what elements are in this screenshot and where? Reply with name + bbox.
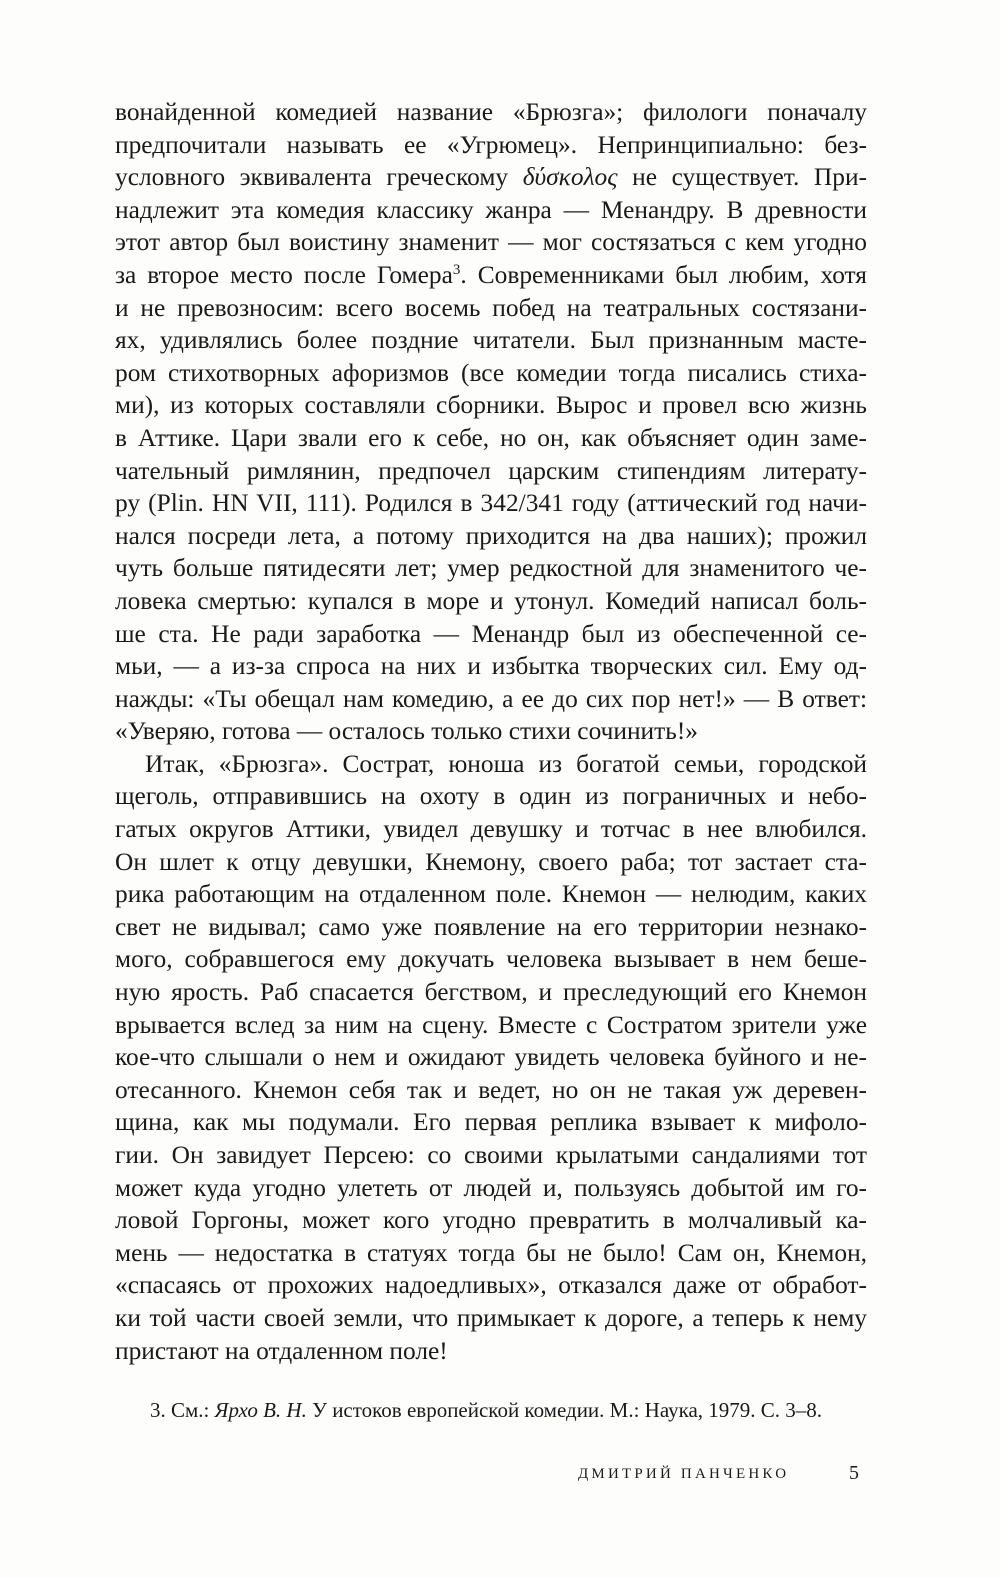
text-line: чуть больше пятидесяти лет; умер редкостной для знаменитого че- — [115, 554, 867, 583]
text-line: пристают на отдаленном поле! — [115, 1336, 448, 1365]
text-line: рика работающим на отдаленном поле. Кнемон — нелюдим, каких — [115, 880, 867, 909]
text-line: кое-что слышали о нем и ожидают увидеть человека буйного и не- — [115, 1043, 867, 1072]
text-line: «спасаясь от прохожих надоедливых», отказался даже от обработ- — [115, 1271, 867, 1300]
text-line: Итак, «Брюзга». Сострат, юноша из богатой семьи, городской — [145, 749, 867, 778]
text-line: ях, удивлялись более поздние читатели. Был признанным масте- — [115, 326, 867, 355]
text-line: врывается вслед за ним на сцену. Вместе с Состратом зрители уже — [115, 1010, 867, 1039]
text-line: ше ста. Не ради заработка — Менандр был из обеспеченной се- — [115, 619, 867, 648]
text-line: Он шлет к отцу девушки, Кнемону, своего раба; тот застает ста- — [115, 847, 867, 876]
text-fragment: условного эквивалента греческому — [115, 163, 523, 192]
greek-word: δύσκολος — [522, 163, 618, 192]
text-line: вонайденной комедией название «Брюзга»; филологи поначалу — [115, 98, 867, 126]
text-line: мьи, — а из-за спроса на них и избытка творческих сил. Ему од- — [115, 652, 867, 681]
text-line: свет не видывал; само уже появление на его территории незнако- — [115, 912, 867, 941]
footnote-marker: 3 — [452, 261, 461, 278]
text-line: щеголь, отправившись на охоту в один из пограничных и небо- — [115, 782, 867, 811]
text-line: может куда угодно улететь от людей и, пользуясь добытой им го- — [115, 1173, 867, 1202]
text-line: и не превозносим: всего восемь побед на театральных состязани- — [115, 293, 867, 322]
text-line — [115, 259, 867, 292]
text-line: ми), из которых составляли сборники. Вырос и провел всю жизнь — [115, 391, 867, 420]
text-line: ловека смертью: купался в море и утонул. Комедий написал боль- — [115, 586, 867, 615]
text-line: гатых округов Аттики, увидел девушку и тотчас в нее влюбился. — [115, 815, 867, 844]
text-line: мого, собравшегося ему докучать человека вызывает в нем беше- — [115, 945, 867, 974]
footnote — [150, 1396, 870, 1424]
text-line: чательный римлянин, предпочел царским стипендиям литерату- — [115, 456, 867, 485]
text-line: надлежит эта комедия классику жанра — Менандру. В древности — [115, 195, 867, 224]
text-line: «Уверяю, готова — осталось только стихи сочинить!» — [115, 717, 698, 746]
text-line: ловой Горгоны, может кого угодно превратить в молчаливый ка- — [115, 1206, 867, 1235]
text-line: ром стихотворных афоризмов (все комедии тогда писались стиха- — [115, 358, 867, 387]
text-line: нался посреди лета, а потому приходится на два наших); прожил — [115, 521, 867, 550]
text-line: ру (Plin. HN VII, 111). Родился в 342/341 году (аттический год начи- — [115, 489, 867, 518]
text-fragment: не существует. При- — [617, 163, 867, 192]
text-line: отесанного. Кнемон себя так и ведет, но он не такая уж деревен- — [115, 1075, 867, 1104]
page-number: 5 — [849, 1462, 859, 1484]
text-line: этот автор был воистину знаменит — мог состязаться с кем угодно — [115, 228, 867, 257]
text-line: предпочитали называть ее «Угрюмец». Непринципиально: без- — [115, 130, 867, 159]
text-line: в Аттике. Цари звали его к себе, но он, как объясняет один заме- — [115, 423, 867, 452]
footnote-number: 3. См.: — [150, 1398, 215, 1422]
running-footer-author: ДМИТРИЙ ПАНЧЕНКО — [578, 1466, 790, 1482]
text-line: нажды: «Ты обещал нам комедию, а ее до сих пор нет!» — В ответ: — [115, 684, 867, 713]
main-text — [115, 96, 867, 1367]
text-line: гии. Он завидует Персею: со своими крылатыми сандалиями тот — [115, 1141, 867, 1169]
footnote-citation: У истоков европейской комедии. М.: Наука, 1979. С. 3–8. — [306, 1398, 823, 1422]
text-line — [115, 161, 867, 194]
text-fragment: за второе место после Гомера — [115, 260, 453, 289]
text-line: мень — недостатка в статуях тогда бы не было! Сам он, Кнемон, — [115, 1238, 867, 1267]
text-fragment: . Современниками был любим, хотя — [460, 260, 867, 289]
text-line: щина, как мы подумали. Его первая реплика взывает к мифоло- — [115, 1108, 867, 1137]
text-line: ки той части своей земли, что примыкает к дороге, а теперь к нему — [115, 1303, 867, 1332]
footnote-author: Ярхо В. Н. — [214, 1398, 307, 1422]
text-line: ную ярость. Раб спасается бегством, и преследующий его Кнемон — [115, 978, 867, 1007]
